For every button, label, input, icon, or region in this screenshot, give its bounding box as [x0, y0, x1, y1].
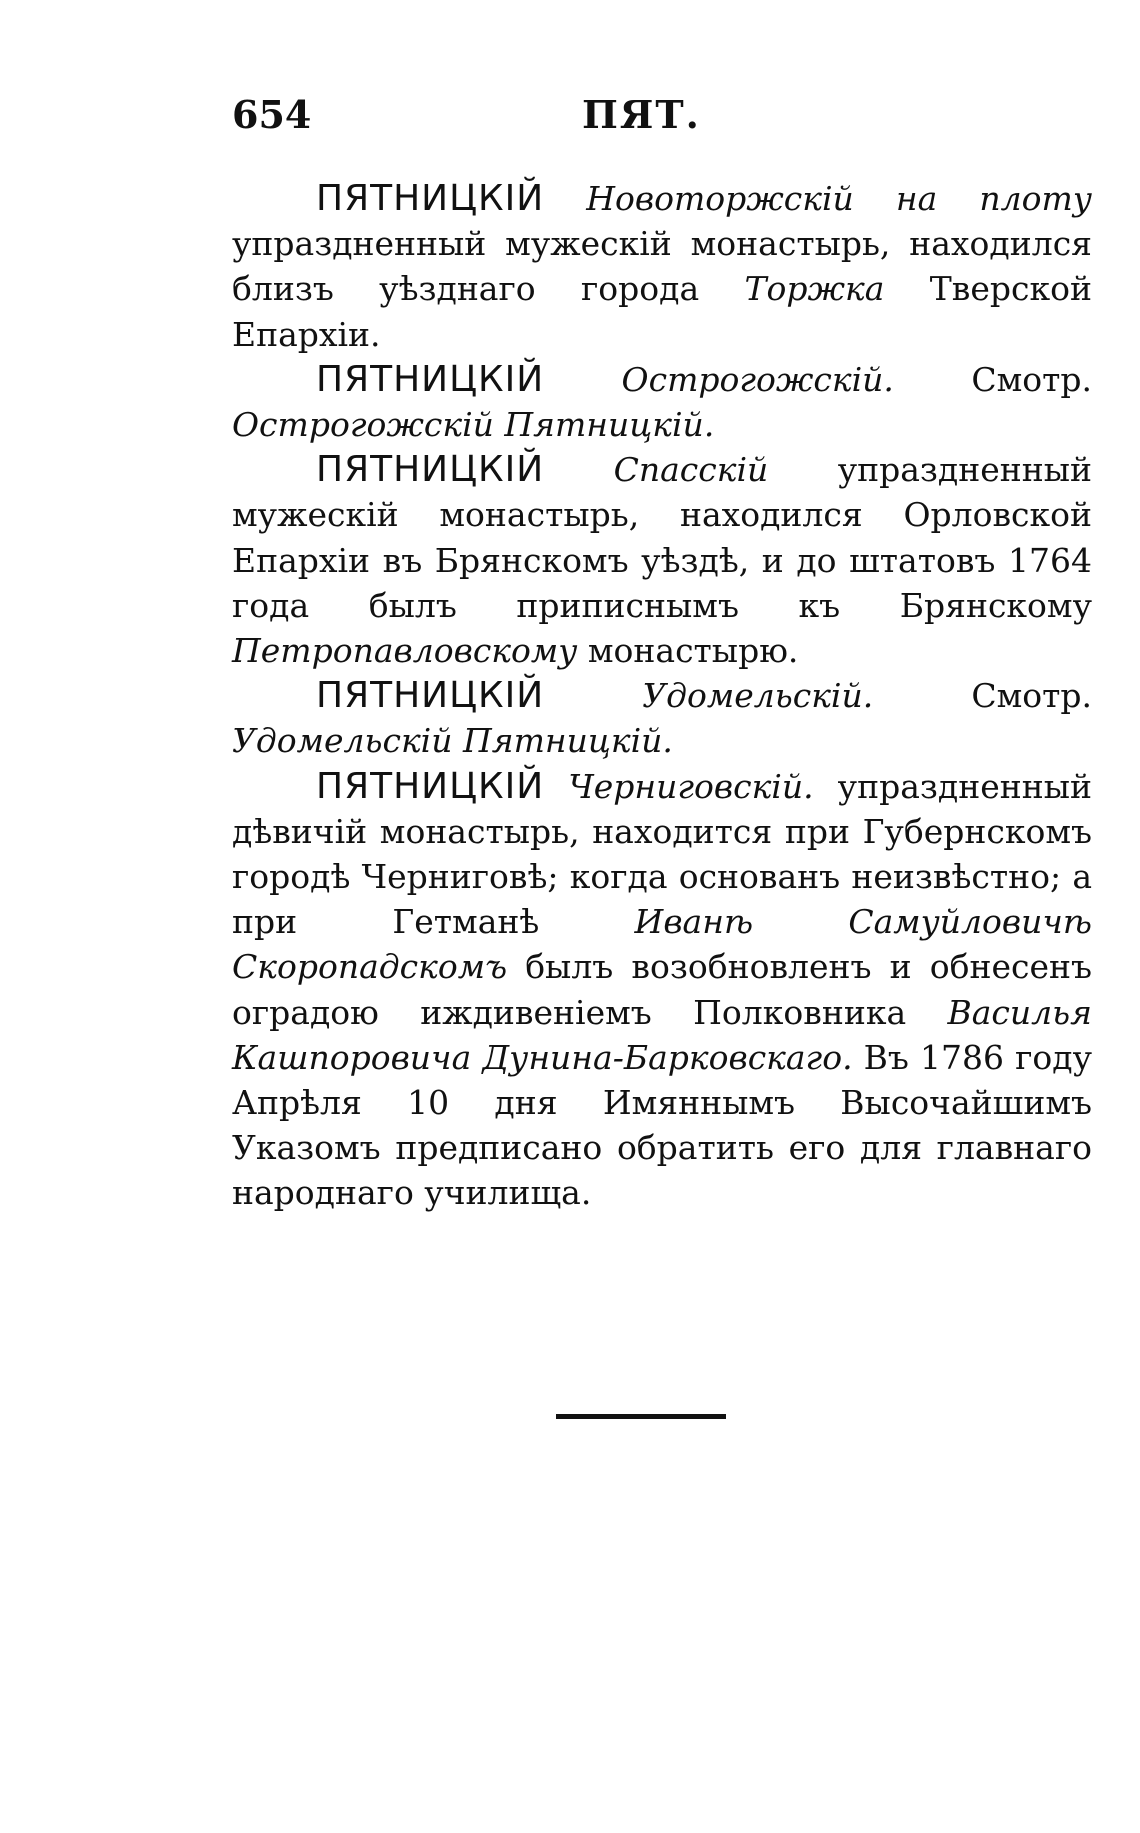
- entry-text: Въ 1786 году Апрѣля 10 дня Имяннымъ Высочайшимъ Указомъ предписано обратить его для главнаго народнаго училища.: [232, 1037, 1092, 1213]
- page-number: 654: [232, 92, 312, 137]
- entry-italic: Новоторжскій на плоту: [586, 179, 1092, 218]
- entry-headword: ПЯТНИЦКІЙ: [316, 765, 545, 807]
- entry-text: упраздненный мужескій монастырь, находился близъ уѣзднаго города: [232, 224, 1092, 309]
- entry-italic: Петропавловскому: [232, 631, 578, 671]
- entry-text: Смотр.: [873, 676, 1092, 716]
- entry-italic: Удомельскій Пятницкій.: [232, 721, 673, 761]
- entry-text: упраздненный мужескій монастырь, находился Орловской Епархіи въ Брянскомъ уѣздѣ, и до штатовъ 1764 года былъ приписнымъ къ Брянскому: [232, 450, 1092, 625]
- entry-text: Тверской Епархіи.: [232, 269, 1092, 354]
- entry-headword: ПЯТНИЦКІЙ: [316, 178, 545, 219]
- body-text: [232, 176, 1092, 1216]
- entry-novotorzhsky: [232, 176, 1092, 357]
- entry-headword: ПЯТНИЦКІЙ: [316, 358, 545, 400]
- page-header: [232, 92, 772, 142]
- entry-italic: Спасскій: [613, 450, 769, 490]
- entry-spassky: [232, 447, 1092, 673]
- entry-udomelsky: [232, 673, 1092, 763]
- entry-italic: Черниговскій.: [568, 766, 814, 806]
- entry-text: упраздненный дѣвичій монастырь, находится при Губернскомъ городѣ Черниговѣ; когда основанъ неизвѣстно; а при Гетманѣ: [232, 766, 1092, 942]
- entry-text: Смотр.: [893, 359, 1092, 399]
- entry-italic: Острогожскій Пятницкій.: [232, 405, 715, 445]
- entry-italic: Василья Кашпоровича Дунина-Барковскаго.: [232, 992, 1092, 1077]
- entry-italic: Торжка: [744, 269, 885, 309]
- entry-headword: ПЯТНИЦКІЙ: [316, 449, 545, 491]
- entry-headword: ПЯТНИЦКІЙ: [316, 675, 545, 717]
- entry-ostrogozhsky: [232, 357, 1092, 447]
- entry-text: былъ возобновленъ и обнесенъ оградою иждивеніемъ Полковника: [232, 947, 1092, 1032]
- end-rule: [556, 1414, 726, 1419]
- entry-italic: Удомельскій.: [642, 676, 874, 716]
- entry-italic: Острогожскій.: [621, 359, 894, 399]
- entry-text: монастырю.: [577, 631, 799, 671]
- running-head: ПЯТ.: [582, 92, 701, 137]
- entry-chernigovsky: [232, 764, 1092, 1216]
- entry-italic: Иванѣ Самуйловичѣ Скоропадскомъ: [232, 902, 1093, 987]
